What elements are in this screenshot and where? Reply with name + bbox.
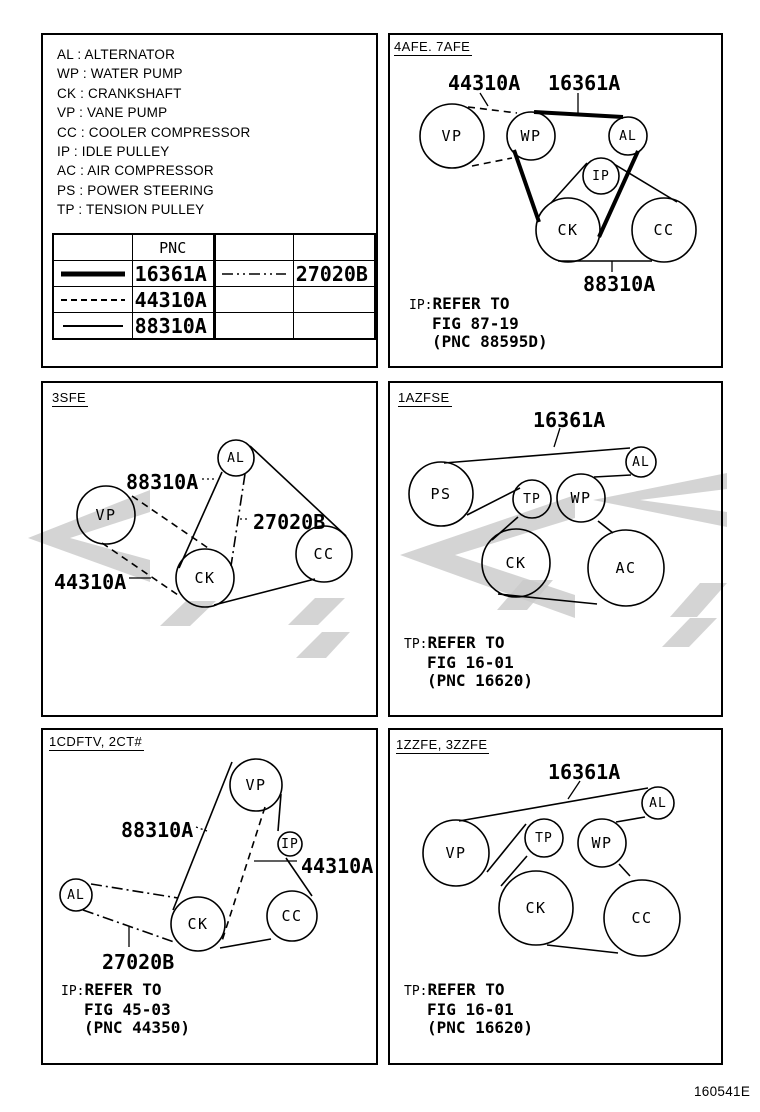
table-row (53, 234, 375, 261)
pnc-value: 16361A (132, 261, 214, 287)
svg-text:IP: IP (281, 837, 299, 852)
pulley-al (626, 447, 656, 477)
note-line: REFER TO (427, 633, 505, 652)
svg-text:TP: TP (523, 492, 541, 507)
note-line: (PNC 44350) (84, 1018, 190, 1037)
note-prefix: IP: (61, 984, 85, 999)
note-tp-refer (404, 981, 533, 1037)
svg-text:CK: CK (187, 915, 209, 933)
svg-text:VP: VP (95, 506, 117, 524)
svg-text:CC: CC (631, 909, 653, 927)
panel-title: 1CDFTV, 2CT# (49, 734, 143, 749)
dash-dot-line-sample (220, 271, 288, 277)
panel-1azfse (388, 381, 723, 717)
svg-text:CC: CC (281, 907, 303, 925)
part-label-44310a: 44310A (54, 570, 127, 594)
pulley-ck (536, 198, 600, 262)
pulley-vp (423, 820, 489, 886)
panel-1cdftv-2ct (41, 728, 378, 1065)
pnc-value: 27020B (293, 261, 375, 287)
pulley-al (218, 440, 254, 476)
table-row (53, 261, 375, 287)
belt-44310a (222, 807, 265, 941)
note-line: (PNC 88595D) (432, 332, 548, 351)
part-label-16361a: 16361A (548, 71, 621, 95)
pulley-vp (420, 104, 484, 168)
svg-text:CK: CK (505, 554, 527, 572)
thin-solid-line-sample (61, 323, 125, 329)
svg-text:CK: CK (525, 899, 547, 917)
part-label-88310a: 88310A (583, 272, 656, 296)
pulley-ck (499, 871, 573, 945)
note-prefix: IP: (409, 298, 433, 313)
svg-text:WP: WP (570, 489, 592, 507)
legend-item: CK : CRANKSHAFT (57, 85, 182, 101)
svg-text:CK: CK (194, 569, 216, 587)
legend-item: PS : POWER STEERING (57, 182, 214, 198)
part-label-27020b: 27020B (253, 510, 326, 534)
svg-text:IP: IP (592, 169, 610, 184)
legend-item: IP : IDLE PULLEY (57, 144, 170, 160)
panel-legend (41, 33, 378, 368)
note-line: REFER TO (432, 294, 510, 313)
svg-text:TP: TP (535, 831, 553, 846)
legend-abbreviation-list (57, 45, 250, 220)
legend-item: WP : WATER PUMP (57, 66, 183, 82)
thick-solid-line-sample (59, 270, 127, 278)
svg-text:CK: CK (557, 221, 579, 239)
part-label-88310a: 88310A (121, 818, 194, 842)
pulley-ck (171, 897, 225, 951)
pulley-ps (409, 462, 473, 526)
pulley-tp (513, 480, 551, 518)
pulley-ip (583, 158, 619, 194)
pnc-value: 88310A (132, 313, 214, 340)
belt-27020b (83, 884, 178, 942)
note-line: FIG 16-01 (427, 1000, 514, 1019)
note-ip-refer (409, 295, 548, 351)
svg-text:AC: AC (615, 559, 637, 577)
legend-item: AL : ALTERNATOR (57, 47, 176, 62)
pulley-ck (482, 529, 550, 597)
svg-text:AL: AL (227, 451, 245, 466)
note-prefix: TP: (404, 637, 428, 652)
pulley-ip (278, 832, 302, 856)
svg-text:WP: WP (591, 834, 613, 852)
note-line: REFER TO (427, 980, 505, 999)
pnc-column-header: PNC (132, 234, 214, 261)
svg-text:VP: VP (445, 844, 467, 862)
note-line: FIG 45-03 (84, 1000, 171, 1019)
pulley-al (609, 117, 647, 155)
panel-title: 1ZZFE, 3ZZFE (396, 737, 488, 752)
pulley-wp (507, 112, 555, 160)
legend-item: CC : COOLER COMPRESSOR (57, 124, 251, 140)
pnc-value: 44310A (132, 287, 214, 313)
note-line: FIG 16-01 (427, 653, 514, 672)
belt-16361a (459, 788, 648, 953)
pulley-al (642, 787, 674, 819)
legend-item: TP : TENSION PULLEY (57, 202, 205, 218)
pulley-wp (578, 819, 626, 867)
pulley-vp (77, 486, 135, 544)
part-label-16361a: 16361A (548, 760, 621, 784)
belt-16361a (444, 448, 631, 604)
panel-title: 4AFE. 7AFE (394, 39, 471, 54)
pulley-cc (632, 198, 696, 262)
belt-88310a (551, 163, 677, 261)
panel-title: 1AZFSE (398, 390, 450, 405)
pulley-cc (267, 891, 317, 941)
pulley-vp (230, 759, 282, 811)
note-line: REFER TO (84, 980, 162, 999)
svg-text:AL: AL (619, 129, 637, 144)
svg-text:VP: VP (441, 127, 463, 145)
note-line: FIG 87-19 (432, 314, 519, 333)
pulley-ac (588, 530, 664, 606)
svg-text:AL: AL (67, 888, 85, 903)
panel-3sfe (41, 381, 378, 717)
note-tp-refer (404, 634, 533, 690)
panel-1zzfe-3zzfe (388, 728, 723, 1065)
part-label-44310a: 44310A (301, 854, 374, 878)
note-ip-refer (61, 981, 190, 1037)
doc-code: 160541E (694, 1084, 751, 1099)
part-label-27020b: 27020B (102, 950, 175, 974)
belt-27020b (231, 474, 245, 566)
pulley-tp (525, 819, 563, 857)
label-leader-lines (129, 827, 297, 947)
note-line: (PNC 16620) (427, 671, 533, 690)
svg-text:CC: CC (653, 221, 675, 239)
panel-4afe-7afe (388, 33, 723, 368)
svg-text:CC: CC (313, 545, 335, 563)
svg-text:AL: AL (632, 455, 650, 470)
panel-title: 3SFE (52, 390, 87, 405)
pulley-ck (176, 549, 234, 607)
pulley-al (60, 879, 92, 911)
legend-item: AC : AIR COMPRESSOR (57, 163, 214, 179)
svg-text:AL: AL (649, 796, 667, 811)
table-row (53, 313, 375, 340)
dashed-line-sample (59, 297, 127, 303)
svg-text:WP: WP (520, 127, 542, 145)
table-row (53, 287, 375, 313)
svg-text:PS: PS (430, 485, 452, 503)
pulley-cc (604, 880, 680, 956)
svg-text:VP: VP (245, 776, 267, 794)
part-label-16361a: 16361A (533, 408, 606, 432)
pnc-line-style-table (52, 233, 376, 340)
pulley-cc (296, 526, 352, 582)
note-line: (PNC 16620) (427, 1018, 533, 1037)
legend-item: VP : VANE PUMP (57, 105, 168, 121)
pulley-wp (557, 474, 605, 522)
part-label-88310a: 88310A (126, 470, 199, 494)
note-prefix: TP: (404, 984, 428, 999)
part-label-44310a: 44310A (448, 71, 521, 95)
